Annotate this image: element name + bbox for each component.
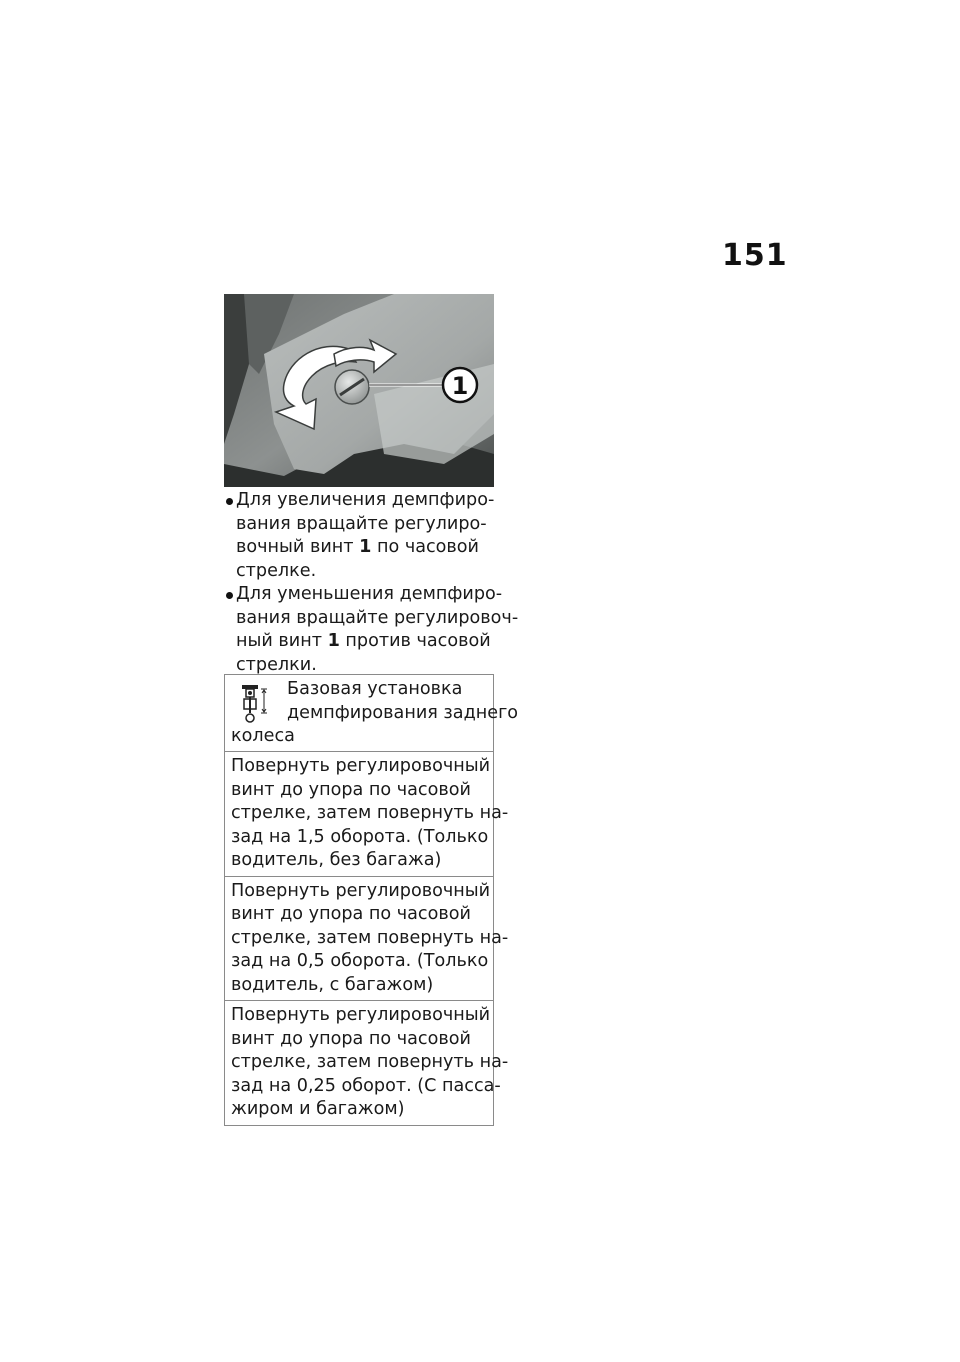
base-setting-table	[224, 674, 519, 1126]
table-row: Повернуть регулировочный винт до упора по часовой стрелке, затем повернуть на- зад на 0,25 оборот. (С пасса- жиром и багажом)	[225, 1000, 493, 1125]
instruction-increase: Для увеличения демпфиро- вания вращайте регулиро- вочный винт 1 по часовой стрелке.	[224, 489, 504, 583]
ref-number: 1	[327, 631, 340, 651]
callout-label: 1	[451, 372, 469, 400]
instruction-decrease: Для уменьшения демпфиро- вания вращайте регулировоч- ный винт 1 против часовой стрелки.	[224, 583, 504, 677]
shock-absorber-icon	[239, 683, 269, 727]
table-header	[225, 675, 519, 751]
table-row: Повернуть регулировочный винт до упора по часовой стрелке, затем повернуть на- зад на 0,5 оборота. (Только водитель, с багажом)	[225, 876, 493, 1001]
table-header-line: колеса	[231, 726, 295, 746]
ref-number: 1	[359, 537, 372, 557]
table-header-line: демпфирования заднего	[287, 702, 519, 723]
table-row: Повернуть регулировочный винт до упора по часовой стрелке, затем повернуть на- зад на 1,5 оборота. (Только водитель, без багажа)	[225, 751, 493, 876]
adjuster-photo	[224, 294, 494, 487]
table-header-line: Базовая установка	[287, 679, 463, 699]
instruction-list	[224, 489, 519, 677]
page-number: 151	[722, 238, 788, 273]
